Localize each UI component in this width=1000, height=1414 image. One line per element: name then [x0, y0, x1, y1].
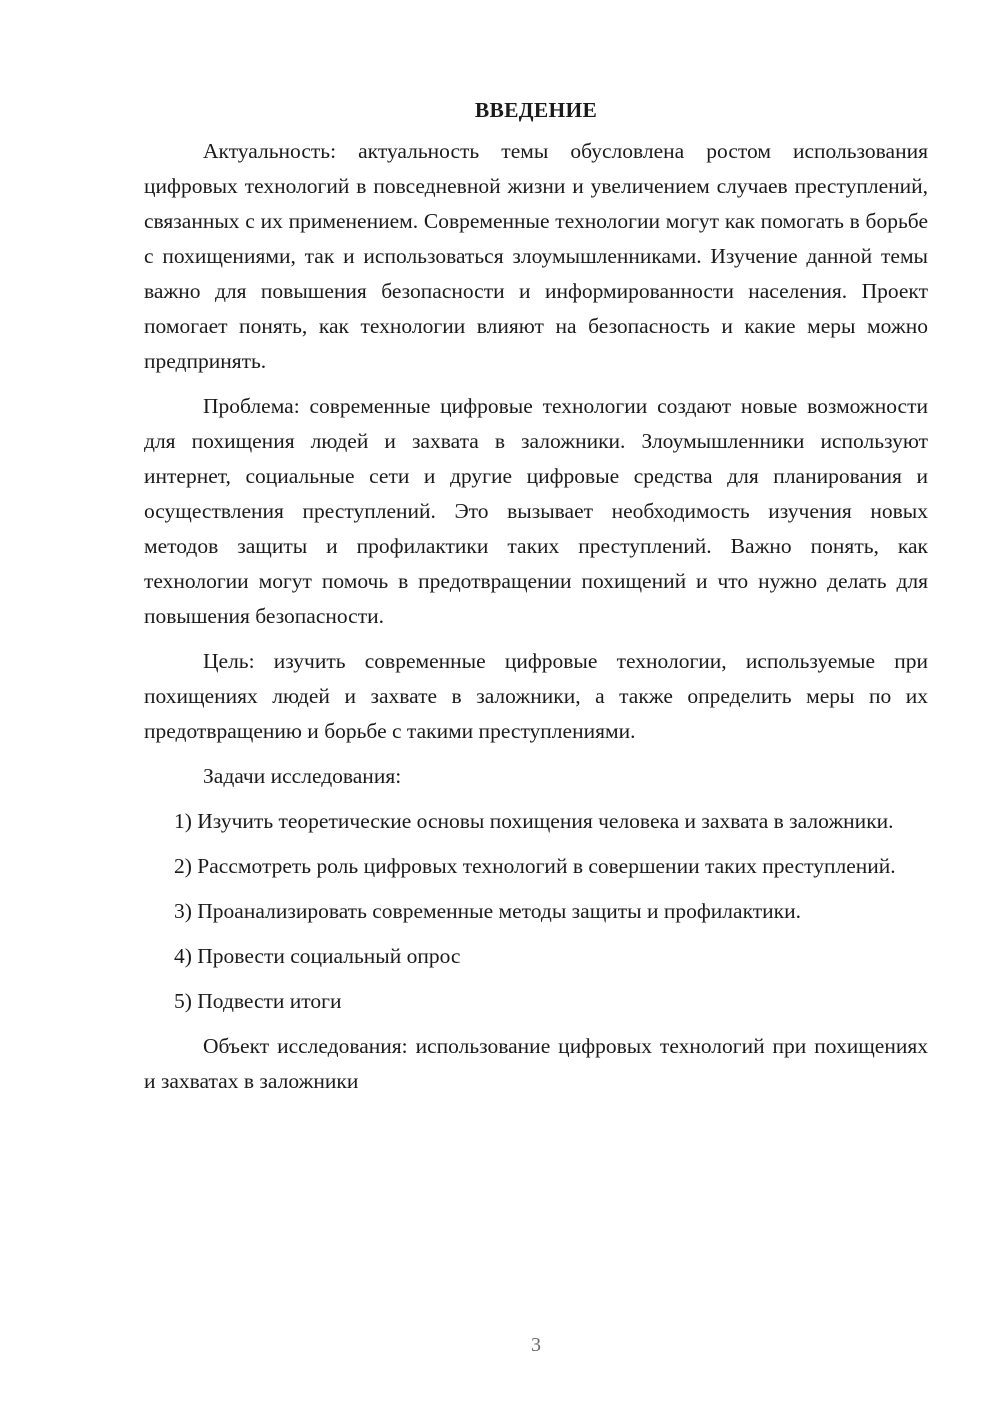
task-item-4: 4) Провести социальный опрос [174, 944, 461, 968]
object-paragraph: Объект исследования: использование цифровых технологий при похищениях и захватах в заложники [144, 1034, 928, 1093]
tasks-heading: Задачи исследования: [203, 764, 402, 788]
page-content [144, 93, 928, 1109]
relevance-paragraph: Актуальность: актуальность темы обусловлена ростом использования цифровых технологий в повседневной жизни и увеличением случаев преступлений, связанных с их применением. Современные технологии могут как помогать в борьбе с похищениями, так и использоваться злоумышленниками. Изучение данной темы важно для повышения безопасности и информированности населения. Проект помогает понять, как технологии влияют на безопасность и какие меры можно предпринять. [144, 139, 928, 373]
task-item-2: 2) Рассмотреть роль цифровых технологий в совершении таких преступлений. [174, 854, 896, 878]
page-title: ВВЕДЕНИЕ [474, 98, 598, 122]
task-item-3: 3) Проанализировать современные методы защиты и профилактики. [174, 899, 801, 923]
task-item-1: 1) Изучить теоретические основы похищения человека и захвата в заложники. [174, 809, 894, 833]
goal-paragraph: Цель: изучить современные цифровые технологии, используемые при похищениях людей и захвате в заложники, а также определить меры по их предотвращению и борьбе с такими преступлениями. [144, 649, 928, 743]
page-number: 3 [531, 1334, 541, 1356]
task-item-5: 5) Подвести итоги [174, 989, 342, 1013]
problem-paragraph: Проблема: современные цифровые технологии создают новые возможности для похищения людей и захвата в заложники. Злоумышленники используют интернет, социальные сети и другие цифровые средства для планирования и осуществления преступлений. Это вызывает необходимость изучения новых методов защиты и профилактики таких преступлений. Важно понять, как технологии могут помочь в предотвращении похищений и что нужно делать для повышения безопасности. [144, 394, 928, 628]
